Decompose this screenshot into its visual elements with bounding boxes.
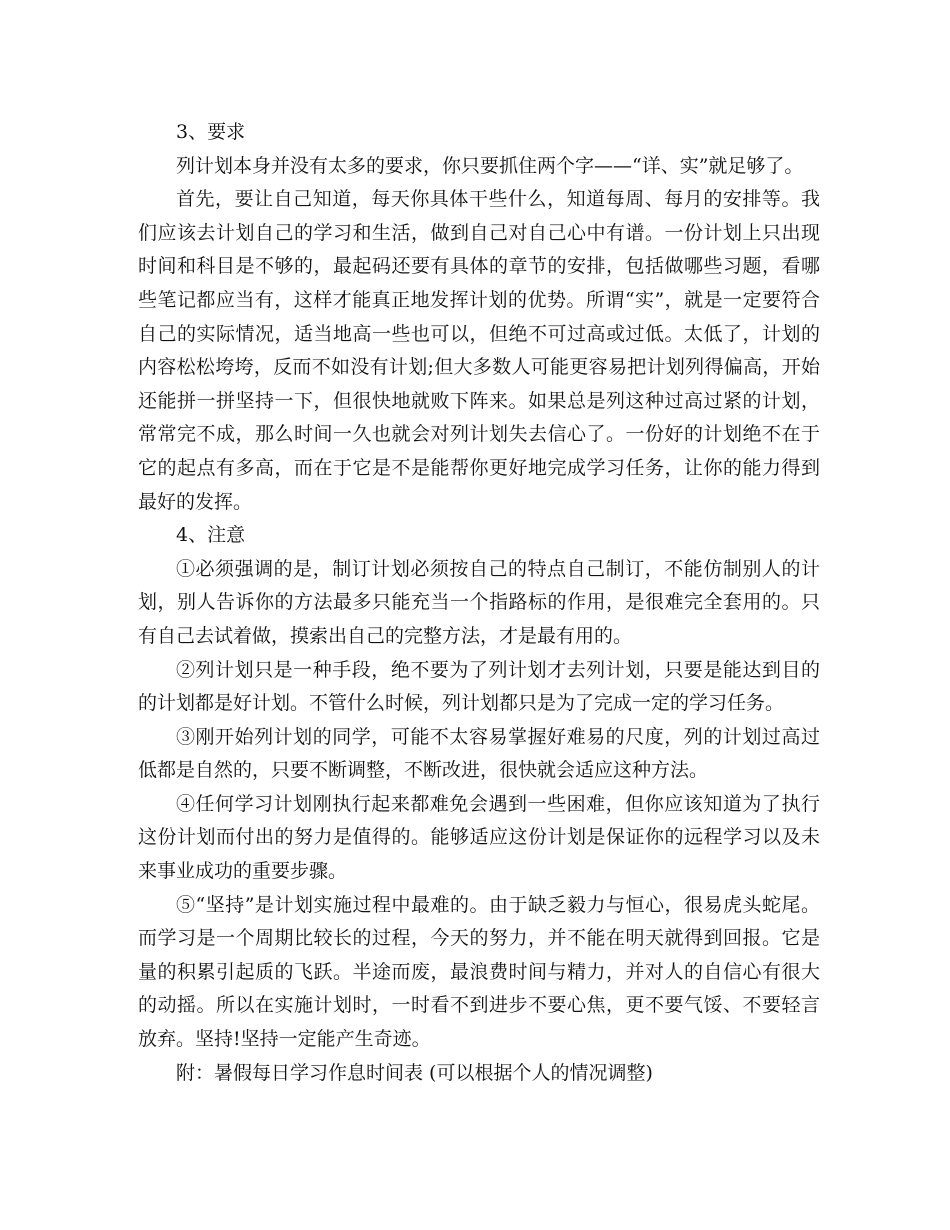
note-paragraph-4: ④任何学习计划刚执行起来都难免会遇到一些困难，但你应该知道为了执行这份计划而付出的努力是值得的。能够适应这份计划是保证你的远程学习以及未来事业成功的重要步骤。 (138, 792, 820, 883)
section-heading-requirements: 3、要求 (176, 121, 246, 143)
requirements-intro-paragraph: 列计划本身并没有太多的要求，你只要抓住两个字——“详、实”就足够了。 (176, 154, 804, 177)
note-paragraph-3: ③刚开始列计划的同学，可能不太容易掌握好难易的尺度，列的计划过高过低都是自然的，只要不断调整，不断改进，很快就会适应这种方法。 (138, 725, 820, 782)
note-paragraph-5: ⑤“坚持”是计划实施过程中最难的。由于缺乏毅力与恒心，很易虎头蛇尾。而学习是一个周期比较长的过程，今天的努力，并不能在明天就得到回报。它是量的积累引起质的飞跃。半途而废，最浪费时间与精力，并对人的自信心有很大的动摇。所以在实施计划时，一时看不到进步不要心焦，更不要气馁、不要轻言放弃。坚持!坚持一定能产生奇迹。 (138, 893, 820, 1051)
requirements-detail-paragraph: 首先，要让自己知道，每天你具体干些什么，知道每周、每月的安排等。我们应该去计划自己的学习和生活，做到自己对自己心中有谱。一份计划上只出现时间和科目是不够的，最起码还要有具体的章节的安排，包括做哪些习题，看哪些笔记都应当有，这样才能真正地发挥计划的优势。所谓“实”，就是一定要符合自己的实际情况，适当地高一些也可以，但绝不可过高或过低。太低了，计划的内容松松垮垮，反而不如没有计划;但大多数人可能更容易把计划列得偏高，开始还能拼一拼坚持一下，但很快地就败下阵来。如果总是列这种过高过紧的计划，常常完不成，那么时间一久也就会对列计划失去信心了。一份好的计划绝不在于它的起点有多高，而在于它是不是能帮你更好地完成学习任务，让你的能力得到最好的发挥。 (138, 188, 820, 513)
document-body (138, 116, 820, 1090)
note-paragraph-1: ①必须强调的是，制订计划必须按自己的特点自己制订，不能仿制别人的计划，别人告诉你的方法最多只能充当一个指路标的作用，是很难完全套用的。只有自己去试着做，摸索出自己的完整方法，才是最有用的。 (138, 557, 820, 647)
section-heading-notes: 4、注意 (176, 524, 246, 547)
note-paragraph-2: ②列计划只是一种手段，绝不要为了列计划才去列计划，只要是能达到目的的计划都是好计划。不管什么时候，列计划都只是为了完成一定的学习任务。 (138, 658, 820, 715)
appendix-line: 附：暑假每日学习作息时间表 (可以根据个人的情况调整) (176, 1061, 653, 1084)
